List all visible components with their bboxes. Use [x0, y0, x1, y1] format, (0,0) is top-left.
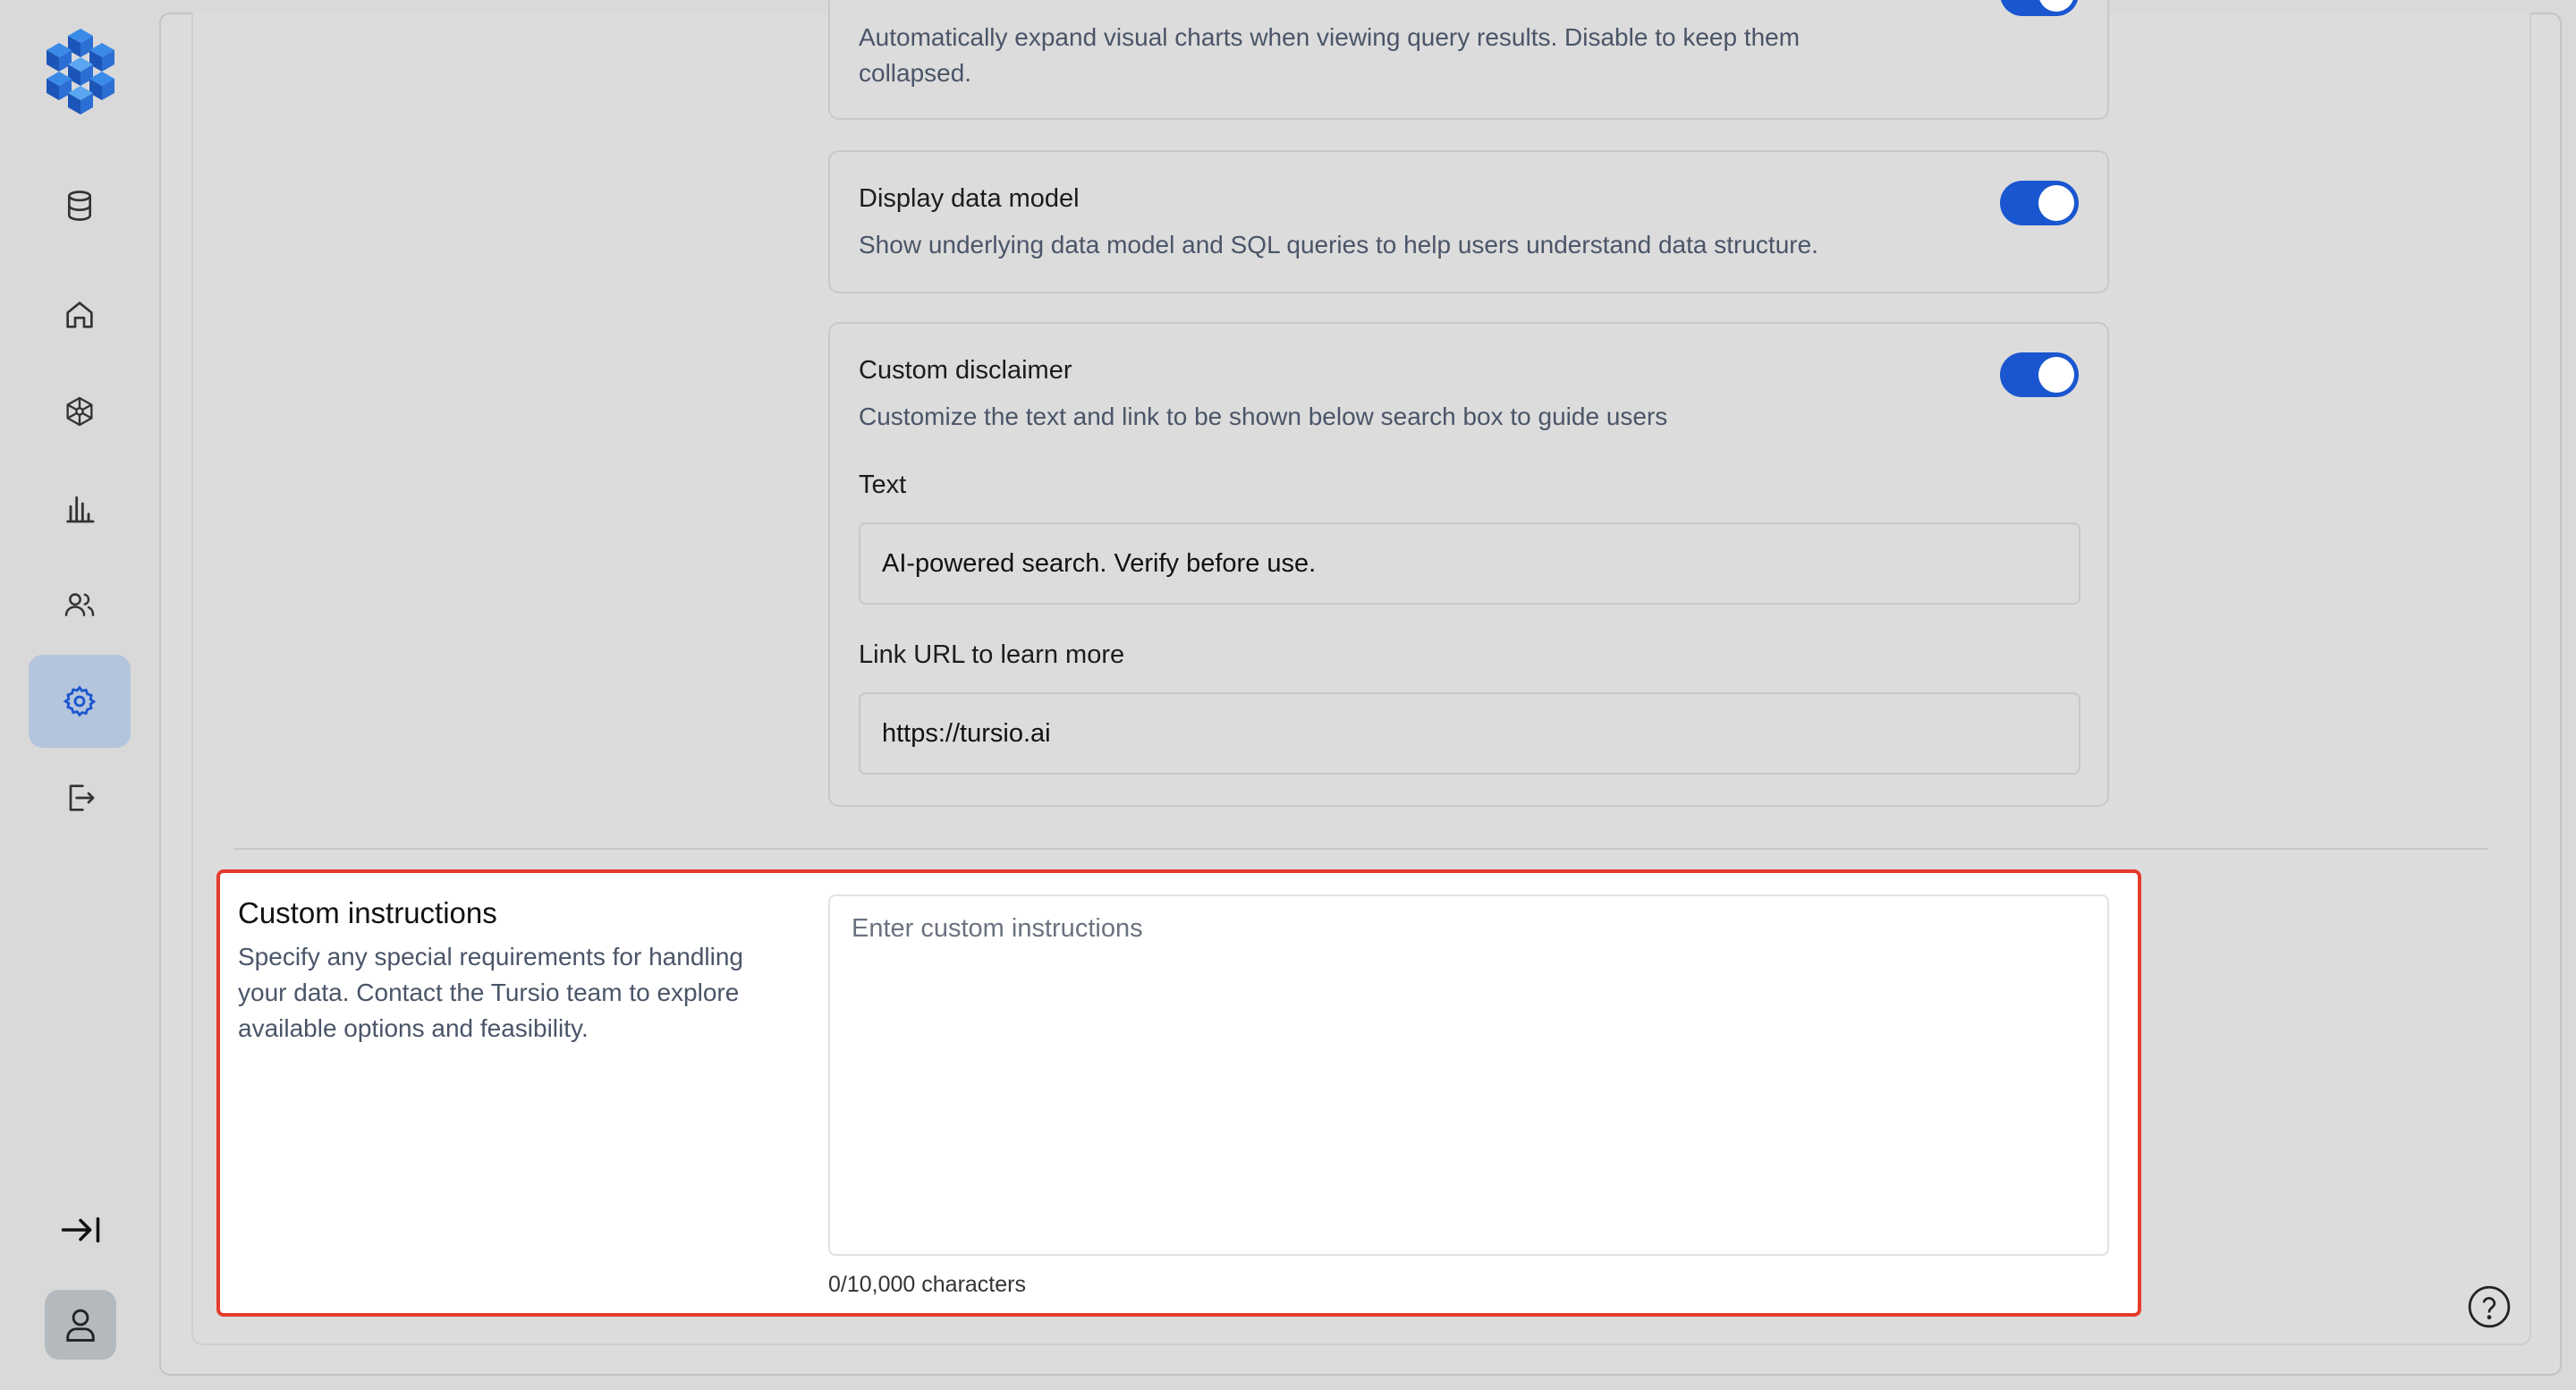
- custom-disclaimer-description: Customize the text and link to be shown below search box to guide users: [859, 403, 1668, 430]
- avatar-button[interactable]: [45, 1290, 116, 1360]
- nav-home[interactable]: [29, 268, 131, 361]
- auto-expand-charts-description: Automatically expand visual charts when viewing query results. Disable to keep them collapsed.: [859, 23, 1801, 87]
- disclaimer-link-label: Link URL to learn more: [859, 640, 1125, 669]
- custom-instructions-description: Specify any special requirements for handling your data. Contact the Tursio team to explore available options and feasibility.: [238, 943, 743, 1042]
- custom-instructions-section: [216, 869, 2141, 1317]
- disclaimer-link-input[interactable]: https://tursio.ai: [859, 692, 2080, 775]
- database-icon: [62, 188, 97, 224]
- nav-network[interactable]: [29, 365, 131, 458]
- custom-disclaimer-card: [828, 322, 2109, 807]
- nav-logout[interactable]: [29, 751, 131, 844]
- display-data-model-title: Display data model: [859, 184, 1080, 213]
- custom-instructions-input[interactable]: [828, 894, 2109, 1256]
- tursio-logo[interactable]: [36, 27, 125, 116]
- nav-users[interactable]: [29, 558, 131, 651]
- display-data-model-card: [828, 150, 2109, 293]
- nav-settings[interactable]: [29, 655, 131, 748]
- auto-expand-charts-toggle[interactable]: [2000, 0, 2079, 16]
- disclaimer-text-label: Text: [859, 470, 907, 499]
- collapse-arrow-icon: [60, 1214, 101, 1246]
- nav-analytics[interactable]: [29, 462, 131, 555]
- gear-icon: [62, 683, 97, 719]
- character-count: 0/10,000 characters: [828, 1272, 1026, 1297]
- disclaimer-text-input[interactable]: AI-powered search. Verify before use.: [859, 522, 2080, 605]
- custom-disclaimer-title: Custom disclaimer: [859, 356, 1072, 385]
- auto-expand-charts-card: [828, 0, 2109, 120]
- logout-icon: [62, 780, 97, 816]
- question-circle-icon[interactable]: [2467, 1284, 2512, 1329]
- sidebar: [0, 0, 159, 1390]
- nav-database[interactable]: [29, 159, 131, 252]
- custom-disclaimer-toggle[interactable]: [2000, 352, 2079, 397]
- section-divider: [234, 848, 2488, 850]
- network-icon: [62, 394, 97, 429]
- bar-chart-icon: [62, 490, 97, 526]
- collapse-sidebar-button[interactable]: [47, 1208, 114, 1252]
- display-data-model-toggle[interactable]: [2000, 181, 2079, 225]
- user-icon: [64, 1306, 97, 1343]
- home-icon: [62, 297, 97, 333]
- users-icon: [62, 587, 97, 623]
- custom-instructions-title: Custom instructions: [238, 896, 497, 929]
- display-data-model-description: Show underlying data model and SQL queries to help users understand data structure.: [859, 231, 1818, 259]
